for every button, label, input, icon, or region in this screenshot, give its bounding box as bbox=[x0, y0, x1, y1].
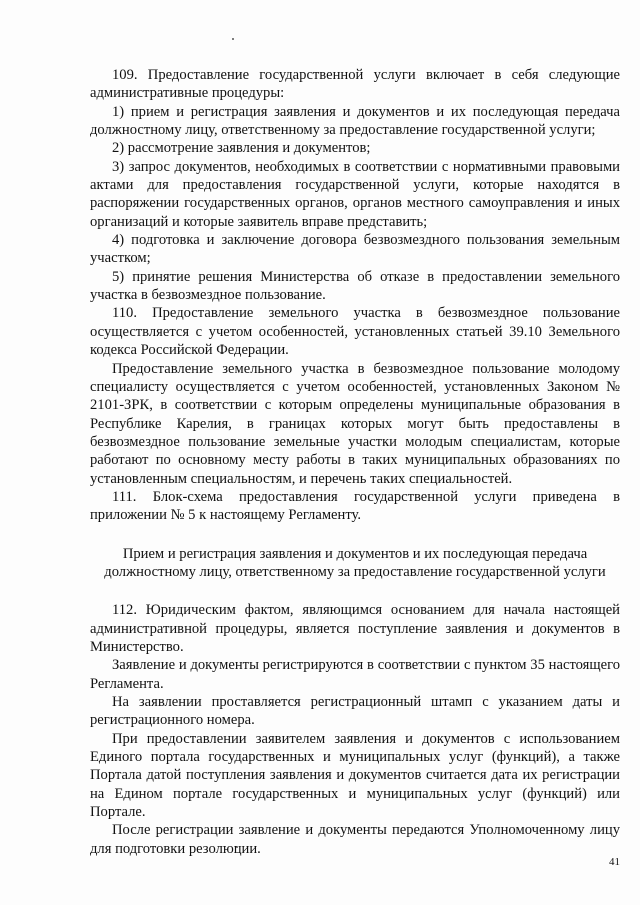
list-item-1: 1) прием и регистрация заявления и документов и их последующая передача должностному лицу, ответственному за предоставление государственной услуги; bbox=[90, 103, 620, 139]
paragraph-after-registration: После регистрации заявление и документы передаются Уполномоченному лицу для подготовки резолюции. bbox=[90, 822, 620, 857]
page-number: 41 bbox=[609, 856, 620, 868]
paragraph-111: 111. Блок-схема предоставления государственной услуги приведена в приложении № 5 к настоящему Регламенту. bbox=[90, 488, 620, 524]
list-item-3: 3) запрос документов, необходимых в соответствии с нормативными правовыми актами для предоставления государственной услуги, которые находятся в распоряжении государственных органов, органов местного самоуправления и иных организаций и которые заявитель вправе представить; bbox=[90, 158, 620, 230]
paragraph-110: 110. Предоставление земельного участка в безвозмездное пользование осуществляется с учетом особенностей, установленных статьей 39.10 Земельного кодекса Российской Федерации. bbox=[90, 305, 620, 359]
paragraph-stamp: На заявлении проставляется регистрационный штамп с указанием даты и регистрационного номера. bbox=[90, 694, 620, 729]
list-item-4: 4) подготовка и заключение договора безвозмездного пользования земельным участком; bbox=[90, 232, 620, 267]
paragraph-109: 109. Предоставление государственной услуги включает в себя следующие административные процедуры: bbox=[90, 67, 620, 102]
scan-speck bbox=[232, 38, 234, 40]
document-body bbox=[90, 66, 620, 858]
paragraph-112: 112. Юридическим фактом, являющимся основанием для начала настоящей административной процедуры, является поступление заявления и документов в Министерство. bbox=[90, 602, 620, 655]
list-item-2: 2) рассмотрение заявления и документов; bbox=[112, 140, 371, 157]
paragraph-portal: При предоставлении заявителем заявления и документов с использованием Единого портала государственных и муниципальных услуг (функций), а также Портала датой поступления заявления и документов считается дата их регистрации на Едином портале государственных и муниципальных услуг (функций) или Портале. bbox=[90, 730, 620, 821]
section-heading: Прием и регистрация заявления и документов и их последующая передача должностному лицу, ответственному за предоставление государственной услуги bbox=[104, 545, 606, 580]
list-item-5: 5) принятие решения Министерства об отказе в предоставлении земельного участка в безвозмездное пользование. bbox=[90, 268, 620, 304]
paragraph-registration: Заявление и документы регистрируются в соответствии с пунктом 35 настоящего Регламента. bbox=[90, 657, 620, 692]
paragraph-young-specialist: Предоставление земельного участка в безвозмездное пользование молодому специалисту осуществляется с учетом особенностей, установленных Законом № 2101-ЗРК, в соответствии с которым определены муниципальные образования в Республике Карелия, в границах которых могут быть предоставлены в безвозмездное пользование земельные участки молодым специалистам, которые работают по основному месту работы в таких муниципальных образованиях по установленным специальностям, и перечень таких специальностей. bbox=[90, 360, 620, 487]
